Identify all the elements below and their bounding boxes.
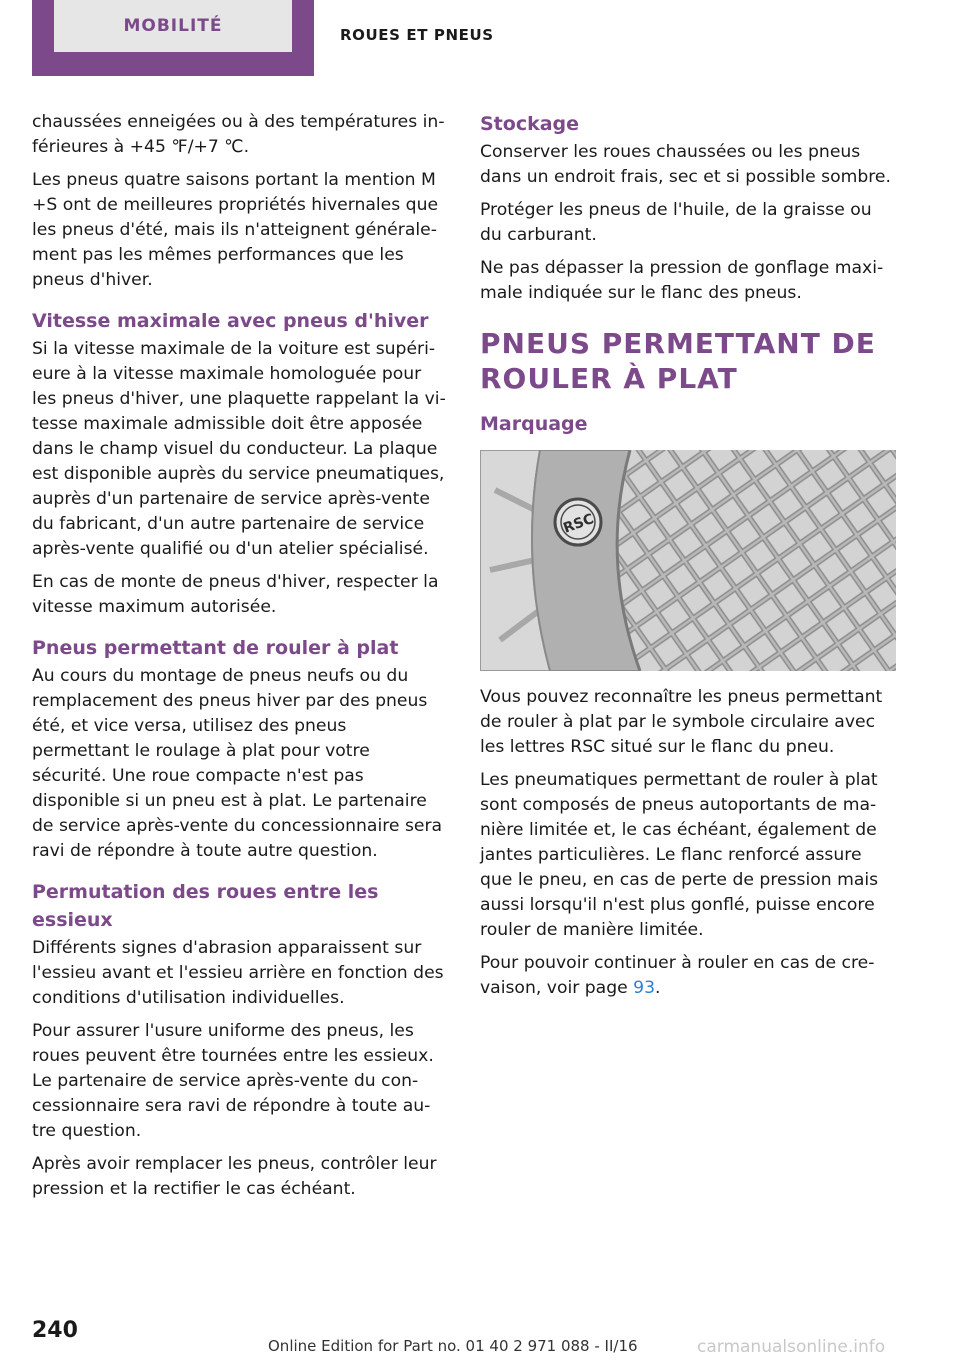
paragraph: Ne pas dépasser la pression de gonflage maximale indiquée sur le flanc des pneus. xyxy=(480,258,884,303)
page-number: 240 xyxy=(32,1318,78,1343)
heading-pneus-rouler-a-plat: Pneus permettant de rouler à plat xyxy=(32,637,399,659)
paragraph: Pour assurer l'usure uniforme des pneus, les roues peuvent être tournées entre les essieux. Le partenaire de service après-vente du concessionnaire sera ravi de répondre à toute autre question. xyxy=(32,1021,434,1141)
paragraph: Conserver les roues chaussées ou les pneus dans un endroit frais, sec et si possible sombre. xyxy=(480,142,891,187)
rsc-badge xyxy=(555,499,601,545)
paragraph: En cas de monte de pneus d'hiver, respecter la vitesse maximum autorisée. xyxy=(32,572,439,617)
paragraph: Après avoir remplacer les pneus, contrôler leur pression et la rectifier le cas échéant. xyxy=(32,1154,437,1199)
heading-vitesse-maximale: Vitesse maximale avec pneus d'hiver xyxy=(32,310,429,332)
section-title: ROUES ET PNEUS xyxy=(340,26,494,44)
paragraph: Vous pouvez reconnaître les pneus permettant de rouler à plat par le symbole circulaire avec les lettres RSC situé sur le flanc du pneu. xyxy=(480,687,883,757)
heading-permutation: Permutation des roues entre les essieux xyxy=(32,881,379,931)
paragraph-text: Pour pouvoir continuer à rouler en cas de crevaison, voir page xyxy=(480,953,875,998)
heading-stockage: Stockage xyxy=(480,113,580,135)
paragraph: Si la vitesse maximale de la voiture est supérieure à la vitesse maximale homologuée pour les pneus d'hiver, une plaquette rappelant la vitesse maximale admissible doit être apposée dans le champ visuel du conducteur. La plaque est disponible auprès du service pneumatiques, auprès d'un partenaire de service après-vente du fabricant, d'un autre partenaire de service après-vente qualifié ou d'un atelier spécialisé. xyxy=(32,339,446,559)
chapter-tab-label: MOBILITÉ xyxy=(54,0,292,52)
paragraph-end: . xyxy=(655,978,661,998)
paragraph: Protéger les pneus de l'huile, de la graisse ou du carburant. xyxy=(480,200,872,245)
rsc-badge-text: RSC xyxy=(561,511,597,537)
tire-illustration-graphic xyxy=(480,450,896,671)
left-column xyxy=(32,110,448,1210)
page-93-link[interactable]: 93 xyxy=(633,978,656,998)
paragraph: Au cours du montage de pneus neufs ou du remplacement des pneus hiver par des pneus été, et vice versa, utilisez des pneus permettant le roulage à plat pour votre sécurité. Une roue compacte n'est pas disponible si un pneu est à plat. Le partenaire de service après-vente du concessionnaire sera ravi de répondre à toute autre question. xyxy=(32,666,443,861)
section-heading-run-flat: PNEUS PERMETTANT DE ROULER À PLAT xyxy=(480,327,876,395)
paragraph: chaussées enneigées ou à des températures inférieures à +45 ℉/+7 ℃. xyxy=(32,112,445,157)
right-column xyxy=(480,110,896,1009)
paragraph: Différents signes d'abrasion apparaissent sur l'essieu avant et l'essieu arrière en fonction des conditions d'utilisation individuelles. xyxy=(32,938,444,1008)
chapter-tab xyxy=(32,0,314,76)
paragraph: Les pneus quatre saisons portant la mention M +S ont de meilleures propriétés hivernales que les pneus d'été, mais ils n'atteignent généralement pas les mêmes performances que les pneus d'hiver. xyxy=(32,170,439,290)
tire-illustration xyxy=(480,450,896,671)
heading-marquage: Marquage xyxy=(480,413,588,435)
paragraph-page-reference xyxy=(480,951,896,1001)
paragraph: Les pneumatiques permettant de rouler à plat sont composés de pneus autoportants de manière limitée et, le cas échéant, également de jantes particulières. Le flanc renforcé assure que le pneu, en cas de perte de pression mais aussi lorsqu'il n'est plus gonflé, puisse encore rouler de manière limitée. xyxy=(480,770,879,940)
edition-footer: Online Edition for Part no. 01 40 2 971 088 - II/16 xyxy=(268,1337,638,1355)
watermark: carmanualsonline.info xyxy=(697,1337,886,1357)
